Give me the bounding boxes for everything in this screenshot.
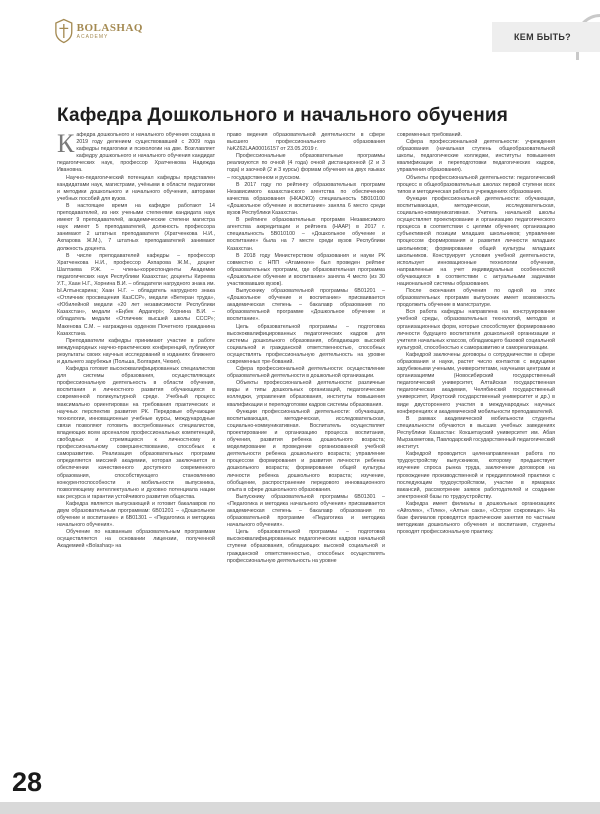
paragraph: Объекты профессиональной деятельности: различные виды и типы дошкольных организаций, педагогические колледжи, управления образования, институты повышения квалификации и переподготовки кадров системы образования. <box>227 380 385 408</box>
paragraph-text: афедра дошкольного и начального обучения создана в 2019 году делением существовавшей с 2009 года кафедры педагогики и психологии на две. Возглавляет кафедру дошкольного и начального обучения кандидат педагогических наук, профессор Хратченкова Надежда Ивановна. <box>57 132 215 174</box>
article-body <box>57 132 555 750</box>
paragraph: В настоящее время на кафедре работают 14 преподавателей, из них учеными степенями кандидата наук имеют 9 преподавателей, академические степени магистра наук имеют 5 преподавателей, должность профессора занимают 2 штатных преподавателя (Хратченкова Н.И., Ахпарова Ж.М.), 7 штатных преподавателей занимают должность доцента. <box>57 202 215 252</box>
paragraph: право ведения образовательной деятельности в сфере высшего профессионального образования №KZ62LAA00016157 от 23.05.2019 г. <box>227 132 385 153</box>
paragraph: современных требований. <box>397 132 462 138</box>
footer-bar <box>0 802 600 814</box>
paragraph: После окончания обучения по одной из этих образовательных программ выпускник имеет возможность продолжить обучение в магистратуре. <box>397 288 555 309</box>
paragraph: Объекты профессиональной деятельности: педагогический процесс в общеобразовательных школах первой ступени всех типов и методическая работа в учреждениях образования. <box>397 174 555 195</box>
section-title: КЕМ БЫТЬ? <box>514 32 571 42</box>
page-number: 28 <box>12 767 43 797</box>
paragraph: В 2018 году Министерством образования и науки РК совместно с НПП «Атамекен» был проведен рейтинг образовательных программ, где образовательная программа «Дошкольное обучение и воспитание» заняла 4 место (из 30 участвовавших вузов). <box>227 252 385 287</box>
paragraph: Научно-педагогический потенциал кафедры представлен кандидатами наук, магистрами, учёными в области педагогики и методики дошкольного и начального обучения, авторами учебных пособий для вузов. <box>57 174 215 202</box>
drop-cap: К <box>57 132 75 158</box>
paragraph: Сфера профессиональной деятельности: учреждения образования (начальная ступень общеобразовательной школы, педагогические колледжи, институты повышения квалификации и переподготовки педагогических кадров, управления образования). <box>397 139 555 174</box>
column-2 <box>227 132 385 750</box>
paragraph: Кафедрой заключены договоры о сотрудничестве в сфере образования и науки, растет число контактов с ведущими зарубежными учеными, университетами, научными центрами и организациями (Новосибирский государственный педагогический университет, Алтайская государственная педагогическая академия, Челябинский государственный университет, Иркутский государственный университет и др.) в виде двустороннего участия в международных научных конференциях и академической мобильности преподавателей. <box>397 351 555 415</box>
paragraph: Цель образовательной программы – подготовка высококвалифицированных педагогических кадров начальной ступени образования, обладающих высокой социальной и гражданской ответственностью, способных осуществлять профессиональную деятельность на уровне <box>227 529 385 564</box>
paragraph: Профессиональные образовательные программы реализуются по очной (4 года) очной дистанционной (2 и 3 года) и заочной (2 и 3 курсы) формам обучения на двух языках – государственном и русском. <box>227 153 385 181</box>
page-header <box>0 0 600 60</box>
paragraph: Кафедра является выпускающей и готовит бакалавров по двум образовательным программам: 6В01201 – «Дошкольное обучение и воспитание» и 6В01301 – «Педагогика и методика начального обучения». <box>57 500 215 529</box>
paragraph: В рамках академической мобильности студенты специальности обучаются в высших учебных заведениях Республики Казахстан: Кокшетауский университет им. Абая Мырзахметова, Павлодарский государственный педагогический институт. <box>397 415 555 451</box>
paragraph: Выпускнику образовательной программы 6В01201 – «Дошкольное обучение и воспитание» присваивается академическая степень – бакалавр образования по образовательной программе «Дошкольное обучение и воспитание». <box>227 288 385 323</box>
column-3 <box>397 132 555 750</box>
logo-subtitle: ACADEMY <box>76 33 109 40</box>
article-title: Кафедра Дошкольного и начального обучения <box>57 104 509 126</box>
paragraph: Функции профессиональной деятельности: обучающая, воспитывающая, методическая, исследовательская, социально-коммуникативная. Учитель начальной школы осуществляет проектирование и организацию педагогического процесса в соответствии с целями обучения; организацию субъективной позиции младших школьников; управление процессом формирования и развития личности младших школьников; формирование общей культуры младших школьников. Конструирует условия учебной деятельности, использует инновационные технологии обучения, направленные на учет индивидуальных особенностей обучающихся в соответствии с актуальными задачами национальной системы образования. <box>397 195 555 287</box>
paragraph <box>57 132 215 175</box>
paragraph: Функции профессиональной деятельности: обучающая, воспитывающая, методическая, исследовательская, социально-коммуникативная. Воспитатель осуществляет проектирование и организацию процесса воспитания, обучения, развития ребенка дошкольного возраста; моделирование и проведение организованной учебной деятельности ребенка дошкольного возраста; управление процессом формирования и развития личности ребенка дошкольного возраста; формирование общей культуры личности ребенка дошкольного возраста; изучение, обобщение, распространение передового инновационного опыта в сфере дошкольного образования. <box>227 408 385 493</box>
paragraph: В 2017 году по рейтингу образовательных программ Независимого казахстанского агентства по обеспечению качества образования (НКАОКО) специальность 5В010100 «Дошкольное обучение и воспитание» заняла 6 место среди вузов Республики Казахстан. <box>227 181 385 217</box>
paragraph: Кафедра имеет филиалы в дошкольных организациях «Айголек», «Тілек», «Алтын сака», «Острое сокровище». На базе филиалов проводятся практические занятия по частным методикам дошкольного обучения и воспитания, студенты проходят профессиональную практику. <box>397 500 555 536</box>
logo-name: BOLASHAQ <box>76 21 143 34</box>
paragraph: Сфера профессиональной деятельности: осуществление образовательной деятельности в дошкольной организации. <box>227 366 385 380</box>
column-1 <box>57 132 215 750</box>
paragraph: В рейтинге образовательных программ Независимого агентства аккредитации и рейтинга (НААР) в 2017 г. специальность 5В010100 – «Дошкольное обучение и воспитание» была на 7 месте среди вузов Республики Казахстан. <box>227 217 385 252</box>
paragraph: Преподаватели кафедры принимают участие в работе международных научно-практических конференций, публикуют результаты своих научных исследований в изданиях ближнего и дальнего зарубежья (Польша, Болгария, Чехия). <box>57 337 215 365</box>
paragraph: Вся работа кафедры направлена на конструирование учебной среды, образовательных технологий, методов и организационных форм, которые способствуют формированию личности будущего воспитателя дошкольной организации и учителя начальных классов, обладающего базовой социальной культурой, способностью к саморазвитию и самореализации. <box>397 309 555 351</box>
academy-logo <box>55 14 143 48</box>
paragraph: В числе преподавателей кафедры – профессор Хратченкова Н.И., профессор Ахпарова Ж.М., доцент Шалтаева Р.Ж. – члены-корреспонденты Академии педагогических наук Республики Казахстан; доценты Киреева У.Т., Хаан Н.Г., Хорнина В.И. – обладатели нагрудного знака им. Ы.Алтынсарина; Хаан Н.Г. – обладатель нагрудного знака «Отличник просвещения КазССР», медали «Ветеран труда», «Юбилейной медали «20 лет независимости Республики Казахстан», медали «Еңбек Ардагері»; Хорнина В.И. – обладатель медали «Отличник высшей школы СССР»; Макенова С.М. – награждена орденом Почетного гражданина Казахстана. <box>57 252 215 337</box>
paragraph: Цель образовательной программы – подготовка высококвалифицированных педагогических кадров для системы дошкольного образования, обладающих высокой социальной и гражданской ответственностью, способных осуществлять профессиональную деятельность на уровне современных тре-бований. <box>227 323 385 365</box>
shield-emblem-icon <box>55 17 73 45</box>
paragraph: Кафедра готовит высококвалифицированных специалистов для системы образования, осуществляющих профессиональную деятельность в области обучения, воспитания и личностного развития обучающихся в современной поликультурной среде. Учебный процесс максимально ориентирован на требования практических и научных перспектив развития РК. Передовые обучающие технологии, инновационные учебные курсы, международные связи позволяют готовить востребованных специалистов, владеющих всем арсеналом профессиональных компетенций, свободных и стремящихся к личностному и профессиональному совершенствованию, способных к саморазвитию. Реализация образовательных программ определяется миссией академии, которая заключается в обеспечении качественного доступного современного образования, способствующего становлению конкурентоспособности и мобильности выпускника, позволяющему интеллектуально и духовно потенциала нации как ресурса и гарантии устойчивого развития общества. <box>57 366 215 500</box>
section-tab <box>492 22 600 52</box>
paragraph: Кафедрой проводится целенаправленная работа по трудоустройству выпускников, которому предшествует изучение спроса рынка труда, заключение договоров на прохождение производственной и преддипломной практики с последующим трудоустройством, участие в ярмарках вакансий, рассмотрение заявок работодателей и создание электронной базы по трудоустройству. <box>397 451 555 500</box>
paragraph: Выпускнику образовательной программы 6В01301 – «Педагогика и методика начального обучения» присваивается академическая степень – бакалавр образования по образовательной программе «Педагогика и методика начального обучения». <box>227 493 385 529</box>
paragraph: Обучение по названным образовательным программам осуществляется на основании лицензии, полученной Академией «Bolashaq» на <box>57 529 215 550</box>
